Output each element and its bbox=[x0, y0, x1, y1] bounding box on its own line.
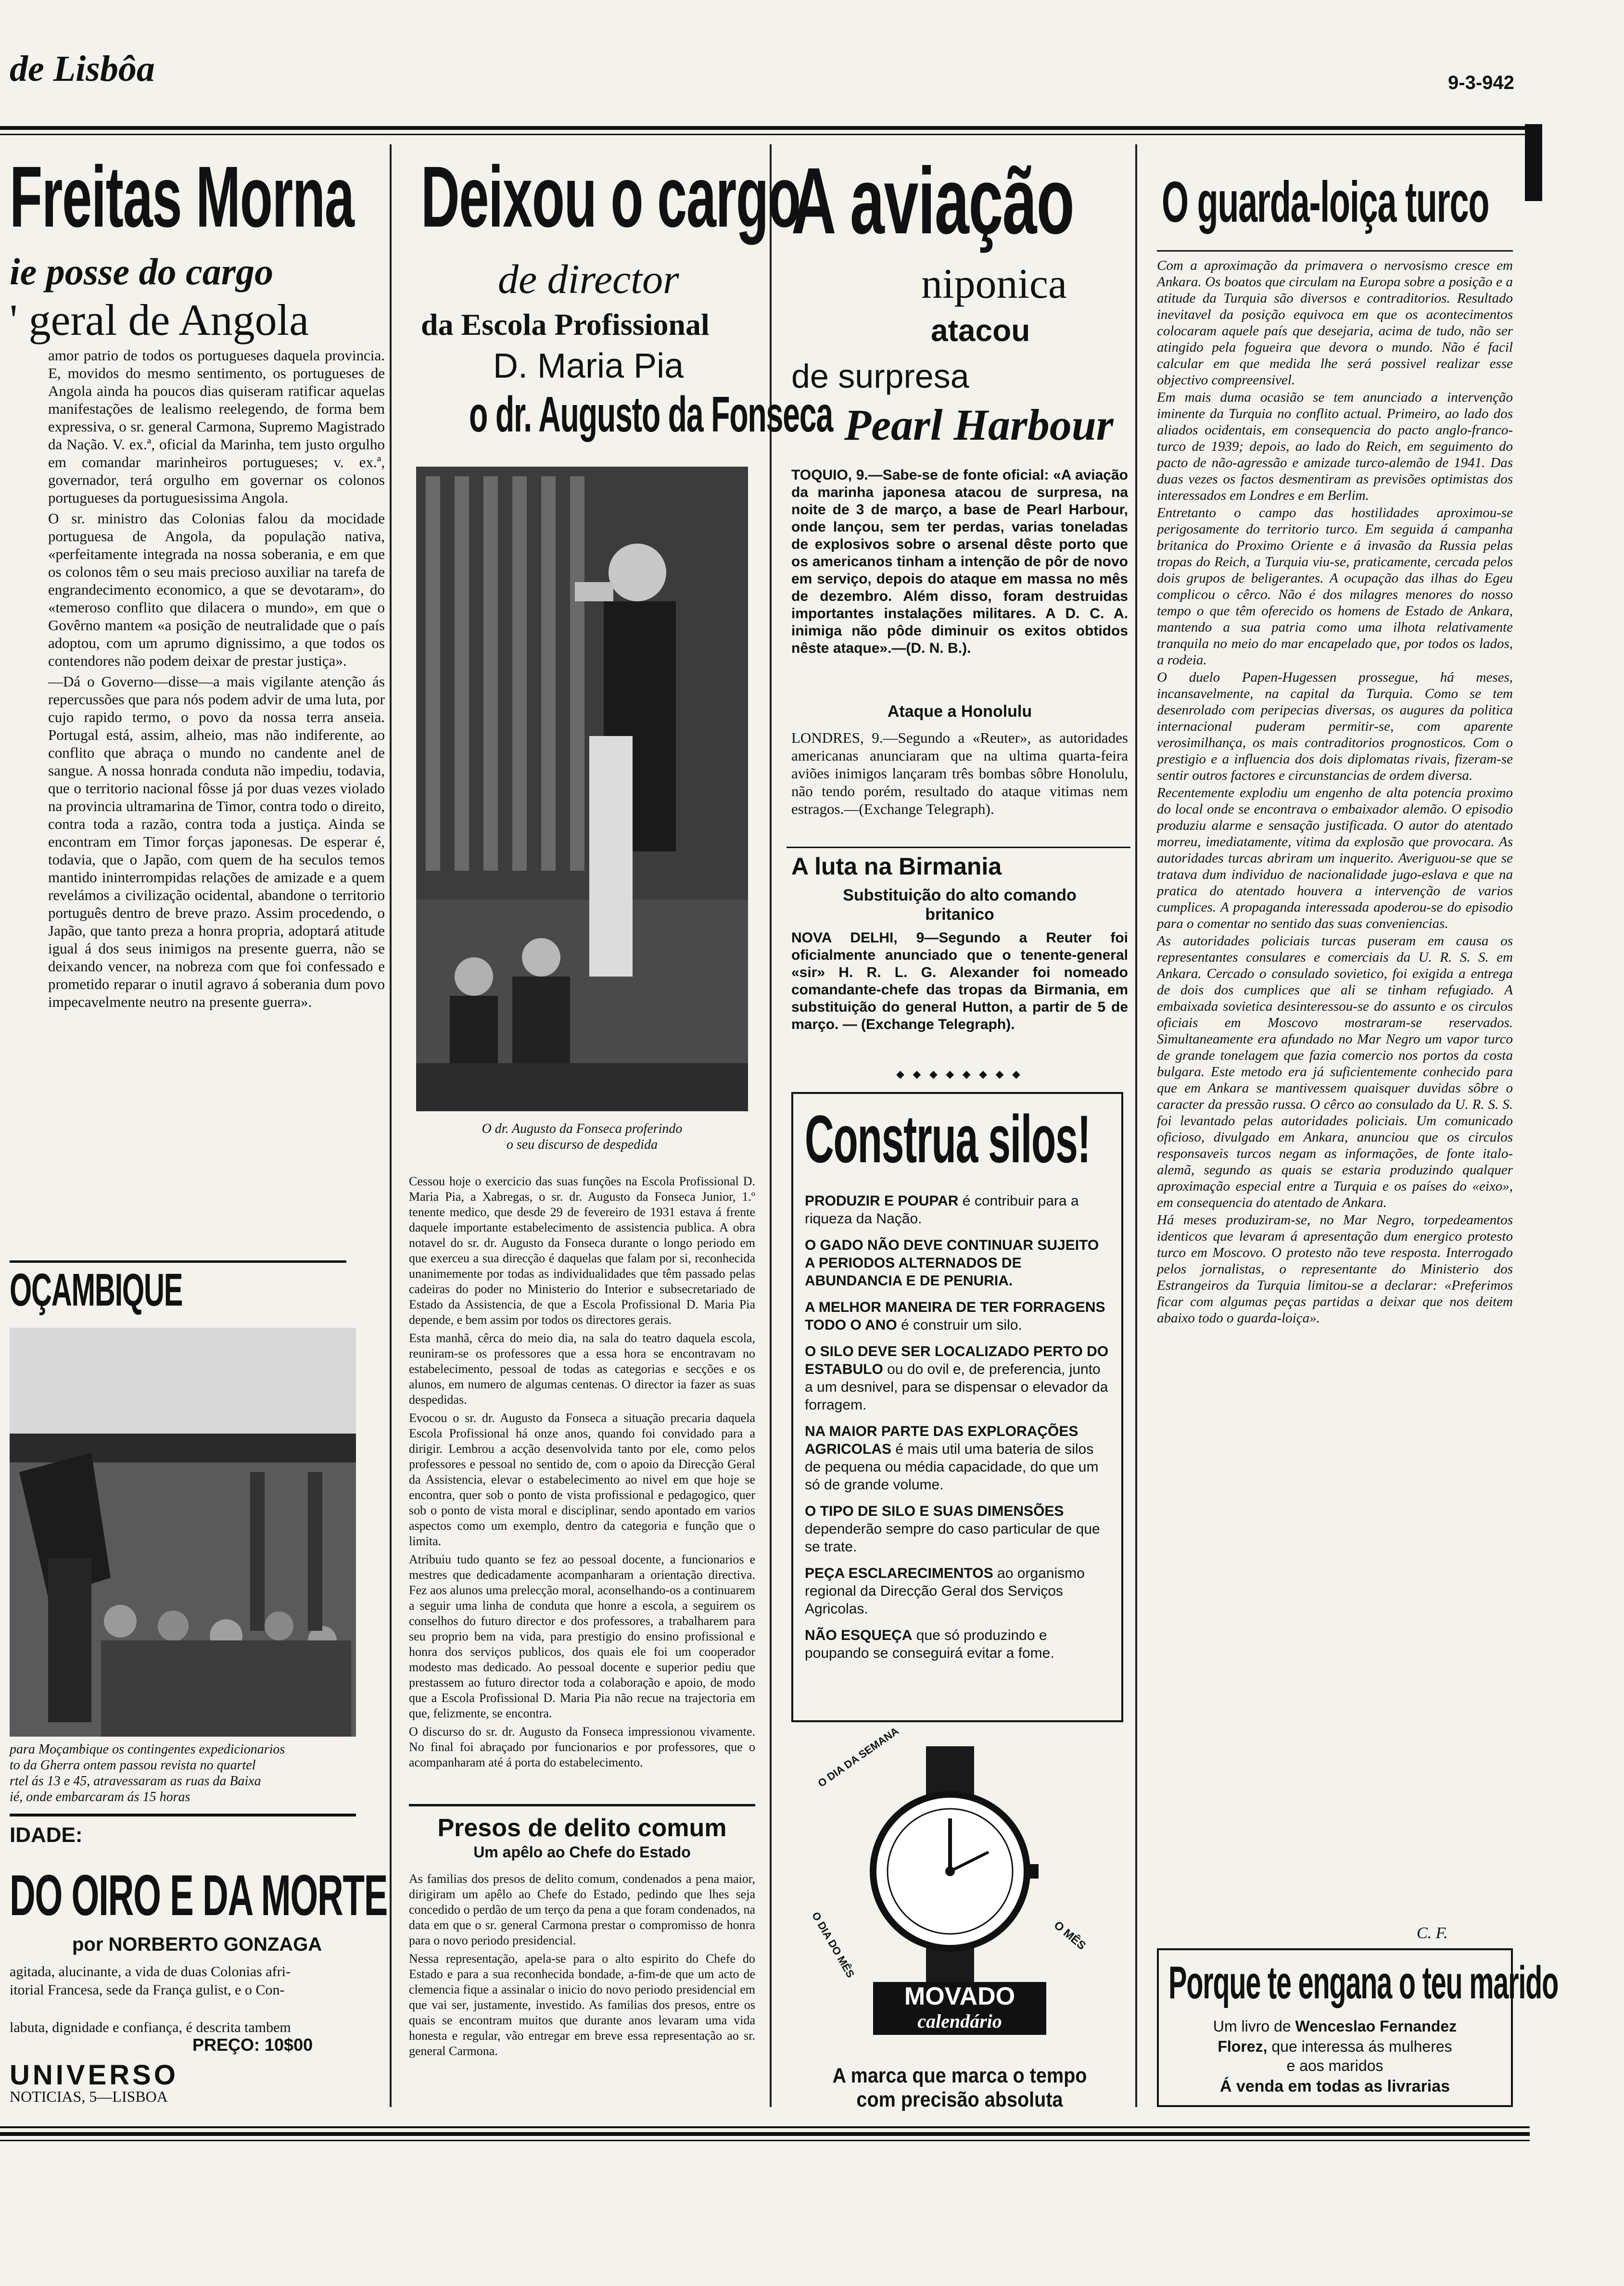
masthead-rule-bottom bbox=[0, 134, 1530, 135]
book-ad-desc bbox=[10, 1963, 366, 2037]
col2-body bbox=[409, 1174, 755, 1773]
silos-headline: Construa silos! bbox=[805, 1101, 1091, 1177]
silos-item bbox=[805, 1343, 1110, 1414]
movado-dial-right: O MÊS bbox=[1051, 1918, 1089, 1953]
col2-paragraph: Atribuiu tudo quanto se fez ao pessoal docente, a funcionarios e mestres que dedicadamente acompanharam a orientação directiva. Fez aos alunos uma prelecção moral, aconselhando-os a continuarem a seguir uma linha de conduta que honre a escola, a seguirem os conselhos do futuro director e dos professores, a trabalharem para seu proprio bem na vida, para prestigio do ensino profissional e honra dos serviços publicos, dos quais ele foi um cooperador modesto mas dedicado. Ao pessoal docente e superior pediu que prestassem ao futuro director toda a colaboração e apoio, de modo que a Escola Profissional D. Maria Pia não recue na trajectoria em que, felizmente, se encontra. bbox=[409, 1552, 755, 1720]
col4-book-ad-line-4: Á venda em todas as livrarias bbox=[1219, 2077, 1450, 2096]
movado-brand-box bbox=[873, 1982, 1046, 2035]
book-ad-desc-line: labuta, dignidade e confiança, é descrita tambem bbox=[10, 2019, 291, 2035]
column-3 bbox=[782, 148, 1130, 2111]
col3-ornament: ◆ ◆ ◆ ◆ ◆ ◆ ◆ ◆ bbox=[896, 1068, 1023, 1080]
col4-book-ad-line-2 bbox=[1159, 2038, 1511, 2056]
col1-paragraph: —Dá o Governo—disse—a mais vigilante atenção ás repercussões que para nós podem advir de uma luta, por cujo rapido termo, o povo da nossa terra anseia. Portugal está, assim, alheio, mas não indiferente, ao conflito que abraça o mundo no candente anel de sangue. A nossa honrada conduta não impediu, todavia, que o territorio nacional fôsse já por duas vezes violado na provincia ultramarina de Timor, contra todo o direito, contra toda a razão, contra toda a justiça. Ainda se encontram em Timor forças japonesas. De esperar é, todavia, que o Japão, com quem de ha seculos temos mantido ininterrompidas relações de amizade e a quem revelámos a civilização ocidental, abandone o territorio português dentro de breve prazo. Assim procedendo, o Japão, que tanto preza a honra propria, adoptará atitude igual á dos seus inimigos na presente guerra, não se deixando vencer, na nobreza com que foi confessado e prometido reparar o inutil agravo á soberania dum povo impecavelmente neutro na presente guerra». bbox=[48, 673, 385, 1010]
silos-item-rest: é construir um silo. bbox=[897, 1317, 1022, 1333]
col2-photo bbox=[416, 467, 748, 1111]
book-ad-title: DO OIRO E DA MORTE bbox=[10, 1863, 388, 1928]
col2-deck-2: da Escola Profissional bbox=[421, 307, 710, 342]
silos-ad bbox=[791, 1092, 1123, 1722]
col3-body-honolulu: LONDRES, 9.—Segundo a «Reuter», as autoridades americanas anunciaram que na ultima quarta-feira aviões inimigos lançaram três bombas sôbre Honolulu, não tendo porém, resultado do ataque vitimas nem estragos.—(Exchange Telegraph). bbox=[791, 729, 1128, 817]
col1-section-rule bbox=[10, 1260, 346, 1263]
movado-model: calendário bbox=[917, 2010, 1002, 2032]
book-ad-publisher: UNIVERSO bbox=[10, 2059, 178, 2091]
column-divider-1 bbox=[390, 144, 392, 2107]
col3-deck-2: atacou bbox=[931, 313, 1030, 348]
col4-book-ad-author-2: Florez, bbox=[1218, 2038, 1268, 2055]
silos-item bbox=[805, 1422, 1110, 1494]
silos-item bbox=[805, 1564, 1110, 1618]
col4-body bbox=[1157, 257, 1513, 1327]
silos-item-bold: O TIPO DE SILO E SUAS DIMENSÕES bbox=[805, 1503, 1064, 1519]
silos-item bbox=[805, 1502, 1110, 1556]
col1-photo bbox=[10, 1328, 356, 1737]
col4-paragraph: O duelo Papen-Hugessen prossegue, há meses, incansavelmente, na capital da Turquia. Como se tem desenrolado com peripecias diversas, os augures da politica internacional puderam permitir-se, com aparente verosimilhança, os mais contraditorios prognosticos. Com o prestigio e a influencia dos dois diplomatas rivais, fizeram-se sentir outros factores e circunstancias de ordem diversa. bbox=[1157, 670, 1513, 783]
silos-item-rest: que só produzindo e poupando se conseguirá evitar a fome. bbox=[805, 1627, 1054, 1661]
col2-paragraph: O discurso do sr. dr. Augusto da Fonseca impressionou vivamente. No final foi abraçado por funcionarios e por professores, que o acompanharam até á porta do estabelecimento. bbox=[409, 1725, 755, 1769]
presos-sub: Um apêlo ao Chefe do Estado bbox=[473, 1843, 691, 1861]
silos-item-bold: PRODUZIR E POUPAR bbox=[805, 1193, 959, 1209]
caption-line: rtel ás 13 e 45, atravessaram as ruas da Baixa bbox=[10, 1774, 261, 1789]
silos-item-bold: NÃO ESQUEÇA bbox=[805, 1627, 913, 1643]
col2-deck-3: D. Maria Pia bbox=[493, 347, 684, 385]
silos-item-rest: ou do ovil e, de preferencia, junto a um desnivel, para se dispensar o elevador da forragem. bbox=[805, 1361, 1108, 1413]
col1-photo-caption bbox=[10, 1741, 356, 1805]
caption-line: O dr. Augusto da Fonseca proferindo bbox=[482, 1121, 683, 1136]
col3-headline: A aviação bbox=[791, 148, 1074, 254]
col3-body-bold: TOQUIO, 9.—Sabe-se de fonte oficial: «A aviação da marinha japonesa atacou de surpresa, na noite de 3 de março, a base de Pearl Harbour, onde lançou, sem ter perdas, varias toneladas de explosivos sobre o arsenal dêste porto que os americanos tinham a intenção de pôr de novo em serviço, depois do ataque em massa no mês de dezembro. Além disso, foram destruidas importantes instalações militares. A D. C. A. inimiga não pôde diminuir os exitos obtidos nêste ataque».—(D. N. B.). bbox=[791, 467, 1128, 656]
presos-headline: Presos de delito comum bbox=[437, 1814, 727, 1842]
column-4 bbox=[1147, 154, 1559, 2107]
bottom-rule-2 bbox=[0, 2132, 1530, 2136]
birmania-body: NOVA DELHI, 9—Segundo a Reuter foi oficialmente anunciado que o tenente-general «sir» H. R. L. G. Alexander foi nomeado comandante-chefe das tropas da Birmania, em substituição do general Hutton, a partir de 5 de março. — (Exchange Telegraph). bbox=[791, 930, 1128, 1032]
col4-book-ad-line-1 bbox=[1159, 2018, 1511, 2035]
silos-item bbox=[805, 1192, 1110, 1228]
watch-icon bbox=[849, 1746, 1051, 1996]
right-margin-block bbox=[1525, 124, 1542, 201]
col1-book-rule bbox=[10, 1814, 356, 1816]
col4-book-ad-line-2-rest: que interessa ás mulheres bbox=[1267, 2038, 1452, 2055]
col2-deck-1: de director bbox=[498, 256, 679, 302]
col3-deck-1: niponica bbox=[921, 261, 1067, 307]
col4-book-ad-line-3: e aos maridos bbox=[1286, 2057, 1383, 2074]
caption-line: o seu discurso de despedida bbox=[506, 1137, 658, 1152]
book-ad-desc-line: agitada, alucinante, a vida de duas Colonias afri- bbox=[10, 1964, 291, 1980]
silos-item-bold: O SILO DEVE SER LOCALIZADO PERTO DO ESTABULO bbox=[805, 1344, 1109, 1377]
birmania-sub-1: Substituição do alto comando bbox=[843, 886, 1077, 904]
presos-paragraph: Nessa representação, apela-se para o alto espirito do Chefe do Estado e para a sua reconhecida bondade, a-fim-de que um acto de clemencia fique a assinalar o inicio do novo periodo presidencial em que vai ser, justamente, investido. As familias dos presos, entre os quais se encontram muitos que durante anos levaram uma vida honesta e regular, vão entregar em breve essa representação ao sr. general Carmona. bbox=[409, 1952, 755, 2058]
masthead-rule-top bbox=[0, 126, 1530, 130]
silos-item bbox=[805, 1298, 1110, 1334]
col3-deck-4: Pearl Harbour bbox=[844, 400, 1114, 449]
presos-body bbox=[409, 1871, 755, 2062]
book-ad-author: por NORBERTO GONZAGA bbox=[72, 1934, 322, 1955]
col4-headline: O guarda-loiça turco bbox=[1162, 170, 1489, 234]
col1-headline: Freitas Morna bbox=[10, 149, 354, 245]
col1-deck-1: ie posse do cargo bbox=[10, 251, 274, 292]
movado-tagline-2: com precisão absoluta bbox=[856, 2088, 1063, 2111]
movado-dial-top: O DIA DA SEMANA bbox=[815, 1725, 901, 1790]
col4-headline-rule bbox=[1157, 250, 1513, 252]
col4-book-ad-title: Porque te engana o teu marido bbox=[1168, 1957, 1559, 2008]
silos-item bbox=[805, 1236, 1110, 1290]
birmania-sub-2: britanico bbox=[925, 905, 994, 924]
col4-paragraph: Com a aproximação da primavera o nervosismo cresce em Ankara. Os boatos que circulam na Europa sobre a posição e a atitude da Turquia são diversos e contraditorios. Resultado inevitavel da posição equivoca em que os acontecimentos colocaram aquele país que desejaria, acima de tudo, não ser atingido pela fogueira que devora o mundo. Não é facil calcular em que medida lhe será possivel realizar esse objectivo compreensivel. bbox=[1157, 258, 1513, 388]
silos-item bbox=[805, 1626, 1110, 1662]
bottom-rule-1 bbox=[0, 2126, 1530, 2128]
silos-item-bold: PEÇA ESCLARECIMENTOS bbox=[805, 1565, 993, 1581]
col1-section-head: OÇAMBIQUE bbox=[10, 1264, 183, 1316]
caption-line: para Moçambique os contingentes expedicionarios bbox=[10, 1742, 285, 1757]
col2-headline: Deixou o cargo bbox=[421, 149, 800, 245]
book-ad-desc-line: itorial Francesa, sede da França gulist, e o Con- bbox=[10, 1982, 285, 1998]
col4-paragraph: Há meses produziram-se, no Mar Negro, torpedeamentos identicos que levaram á apresentação dum energico protesto turco em Moscovo. O protesto não teve resposta. Interrogado pelos jornalistas, o representante do Ministerio dos Estrangeiros da Turquia limitou-se a declarar: «Preferimos ficar com algumas peças partidas a deixar que nos deitem abaixo todo o guarda-loiça». bbox=[1157, 1212, 1513, 1326]
book-ad-kicker: IDADE: bbox=[10, 1823, 83, 1847]
col4-signature: C. F. bbox=[1417, 1924, 1448, 1942]
col3-birmania-rule bbox=[787, 847, 1130, 848]
col4-paragraph: Entretanto o campo das hostilidades aproximou-se perigosamente do territorio turco. Em seguida á campanha britanica do Proximo Oriente e á invasão da Russia pelas tropas do Reich, a Turquia viu-se, praticamente, cercada pelos dois grupos de beligerantes. A ocupação das ilhas do Egeu complicou o cêrco. Não é dos milagres menores do nosso tempo o que têm oferecido os homens de Estado de Ankara, mantendo a sua patria como uma ilhota relativamente tranquila no meio do mar encapelado que, por todos os lados, a rodeia. bbox=[1157, 505, 1513, 668]
col3-deck-3: de surpresa bbox=[791, 357, 969, 395]
col2-paragraph: Cessou hoje o exercicio das suas funções na Escola Profissional D. Maria Pia, a Xabregas, o sr. dr. Augusto da Fonseca Junior, 1.º tenente medico, que desde 29 de fevereiro de 1931 estava á frente daquele importante estabelecimento de assistencia publica. A obra notavel do sr. dr. Augusto da Fonseca durante o longo periodo em que exerceu a sua direcção é daquelas que falam por si, reconhecida unanimemente por todas as individualidades que têm passado pelas cadeiras do poder no Ministerio do Interior e subsecretariado de Estado da Assistencia, de que a Escola Profissional D. Maria Pia depende, e bem assim por todos os directores gerais. bbox=[409, 1174, 755, 1327]
book-ad-address: NOTICIAS, 5—LISBOA bbox=[10, 2088, 168, 2105]
column-divider-3 bbox=[1135, 144, 1137, 2107]
col2-paragraph: Esta manhã, cêrca do meio dia, na sala do teatro daquela escola, reuniram-se os professores que a essa hora se encontravam no estabelecimento, pessoal de todas as categorias e secções e os alunos, em numero de algumas centenas. O director ia fazer as suas despedidas. bbox=[409, 1331, 755, 1407]
col4-paragraph: Em mais duma ocasião se tem anunciado a intervenção iminente da Turquia no conflito actual. Primeiro, ao lado dos aliados ocidentais, em consequencia do pacto anglo-franco-turco de 1939; depois, ao lado do Reich, em seguimento do pacto de não-agressão e amizade turco-alemão de 1941. Das duas vezes os factos desmentiram as previsões optimistas dos interessados em Londres e em Berlim. bbox=[1157, 390, 1513, 503]
birmania-headline: A luta na Birmania bbox=[791, 853, 1002, 880]
col2-paragraph: Evocou o sr. dr. Augusto da Fonseca a situação precaria daquela Escola Profissional há onze anos, quando foi convidado para a dirigir. Lembrou a acção desenvolvida tanto por ele, como pelos professores e pessoal no sentido de, com o apoio da Direcção Geral da Assistencia, elevar o estabelecimento ao nivel em que hoje se encontra, quer sob o ponto de vista profissional e pedagogico, quer sob o ponto de vista moral e disciplinar, sendo apontado em varios aspectos como um exemplo, dentro da categoria e função que o limita. bbox=[409, 1411, 755, 1548]
presos-paragraph: As familias dos presos de delito comum, condenados a pena maior, dirigiram um apêlo ao Chefe do Estado, pedindo que lhes seja concedido o perdão de um terço da pena a que foram condenados, na data em que o sr. general Carmona prestar o compromisso de honra para o novo periodo presidencial. bbox=[409, 1872, 755, 1947]
col1-body bbox=[48, 346, 385, 1014]
book-ad-price: PREÇO: 10$00 bbox=[192, 2035, 313, 2055]
col4-book-ad-line-1-pre: Um livro de bbox=[1213, 2018, 1295, 2035]
masthead-date: 9-3-942 bbox=[1448, 72, 1514, 93]
col2-presos-rule bbox=[409, 1804, 755, 1806]
col4-book-ad bbox=[1157, 1948, 1559, 2107]
silos-item-rest: dependerão sempre do caso particular de que se trate. bbox=[805, 1521, 1100, 1555]
col4-paragraph: As autoridades policiais turcas puseram em causa os representantes consulares e comerciais da U. R. S. S. em Ankara. Cercado o consulado sovietico, foi exigida a entrega de dois dos cumplices que ali se tinham refugiado. A embaixada sovietica desinteressou-se do assunto e os circulos oficiais em Moscovo mostraram-se reservados. Simultaneamente era afundado no Mar Negro um vapor turco de grande tonelagem que fazia comercio nos portos da costa bulgara. Este metodo era já suficientemente conhecido para que em Ankara se mantivessem quaisquer duvidas sôbre o caracter da pressão russa. O cêrco ao consulado da U. R. S. S. foi levantado pelas autoridades policiais. Um comunicado oficioso, divulgado em Ankara, anunciou que os circulos responsaveis turcos negam as informações, de fonte italo-alemã, segundo as quais se estaria produzindo qualquer aproximação especial entre a Turquia e os países do «eixo», em consequencia do atentado de Ankara. bbox=[1157, 933, 1513, 1210]
col1-paragraph: O sr. ministro das Colonias falou da mocidade portuguesa de Angola, da população nativa, «perfeitamente integrada na nossa soberania, e em que os colonos têm o seu mais precioso auxiliar na tarefa de engrandecimento economico, a que se devotaram», do «temeroso conflito que dilacera o mundo», em que o Govêrno mantem «a posição de neutralidade que o país adoptou, com um aprumo dignissimo, a que todos os contendores não podem deixar de prestar justiça». bbox=[48, 510, 385, 669]
masthead-title: de Lisbôa bbox=[10, 49, 155, 89]
silos-item-rest: é mais util uma bateria de silos de pequena ou média capacidade, do que um só de grande volume. bbox=[805, 1441, 1099, 1493]
bottom-rule-3 bbox=[0, 2140, 1530, 2141]
silos-item-bold: NA MAIOR PARTE DAS EXPLORAÇÕES AGRICOLAS bbox=[805, 1423, 1078, 1457]
col4-paragraph: Recentemente explodiu um engenho de alta potencia proximo do local onde se encontrava o embaixador alemão. O episodio produziu alarme e sensação justificada. O autor do atentado morreu, imediatamente, vitima da explosão que provocara. As autoridades turcas abriram um inquerito. Averiguou-se que se tratava dum individuo de nacionalidade jugo-eslava e que na pratica do atentado houvera a intervenção de varios cumplices. A propaganda interessada apoderou-se do episodio para o comentar no sentido das suas conveniencias. bbox=[1157, 785, 1513, 931]
col3-sub-honolulu: Ataque a Honolulu bbox=[887, 702, 1032, 721]
caption-line: to da Gherra ontem passou revista no quartel bbox=[10, 1758, 256, 1773]
silos-item-bold: A MELHOR MANEIRA DE TER FORRAGENS TODO O ANO bbox=[805, 1299, 1105, 1333]
movado-dial-left: O DIA DO MÊS bbox=[809, 1910, 857, 1980]
silos-item-bold: O GADO NÃO DEVE CONTINUAR SUJEITO A PERIODOS ALTERNADOS DE ABUNDANCIA E DE PENURIA. bbox=[805, 1237, 1099, 1289]
col1-deck-2: ' geral de Angola bbox=[10, 295, 309, 344]
col2-photo-caption bbox=[416, 1121, 748, 1153]
col1-paragraph: amor patrio de todos os portugueses daquela provincia. E, movidos do mesmo sentimento, os portugueses de Angola ainda ha poucos dias quiseram ratificar aquelas manifestações de lealismo reelegendo, de forma bem expressiva, o sr. general Carmona, Supremo Magistrado da Nação. V. ex.ª, oficial da Marinha, tem justo orgulho em comandar marinheiros portugueses; v. ex.ª, governador, terá orgulho em governar os colonos portugueses da portuguesissima Angola. bbox=[48, 347, 385, 506]
movado-tagline-1: A marca que marca o tempo bbox=[832, 2064, 1087, 2087]
col4-book-ad-author: Wenceslao Fernandez bbox=[1295, 2018, 1457, 2035]
silos-item-rest: ao organismo regional da Direcção Geral dos Serviços Agricolas. bbox=[805, 1565, 1085, 1617]
caption-line: ié, onde embarcaram ás 15 horas bbox=[10, 1790, 190, 1804]
column-1 bbox=[10, 149, 388, 2107]
col2-deck-4: o dr. Augusto da Fonseca bbox=[469, 387, 833, 443]
silos-item-rest: é contribuir para a riqueza da Nação. bbox=[805, 1193, 1079, 1227]
movado-ad bbox=[791, 1725, 1123, 2073]
movado-brand: MOVADO bbox=[904, 1982, 1015, 2010]
